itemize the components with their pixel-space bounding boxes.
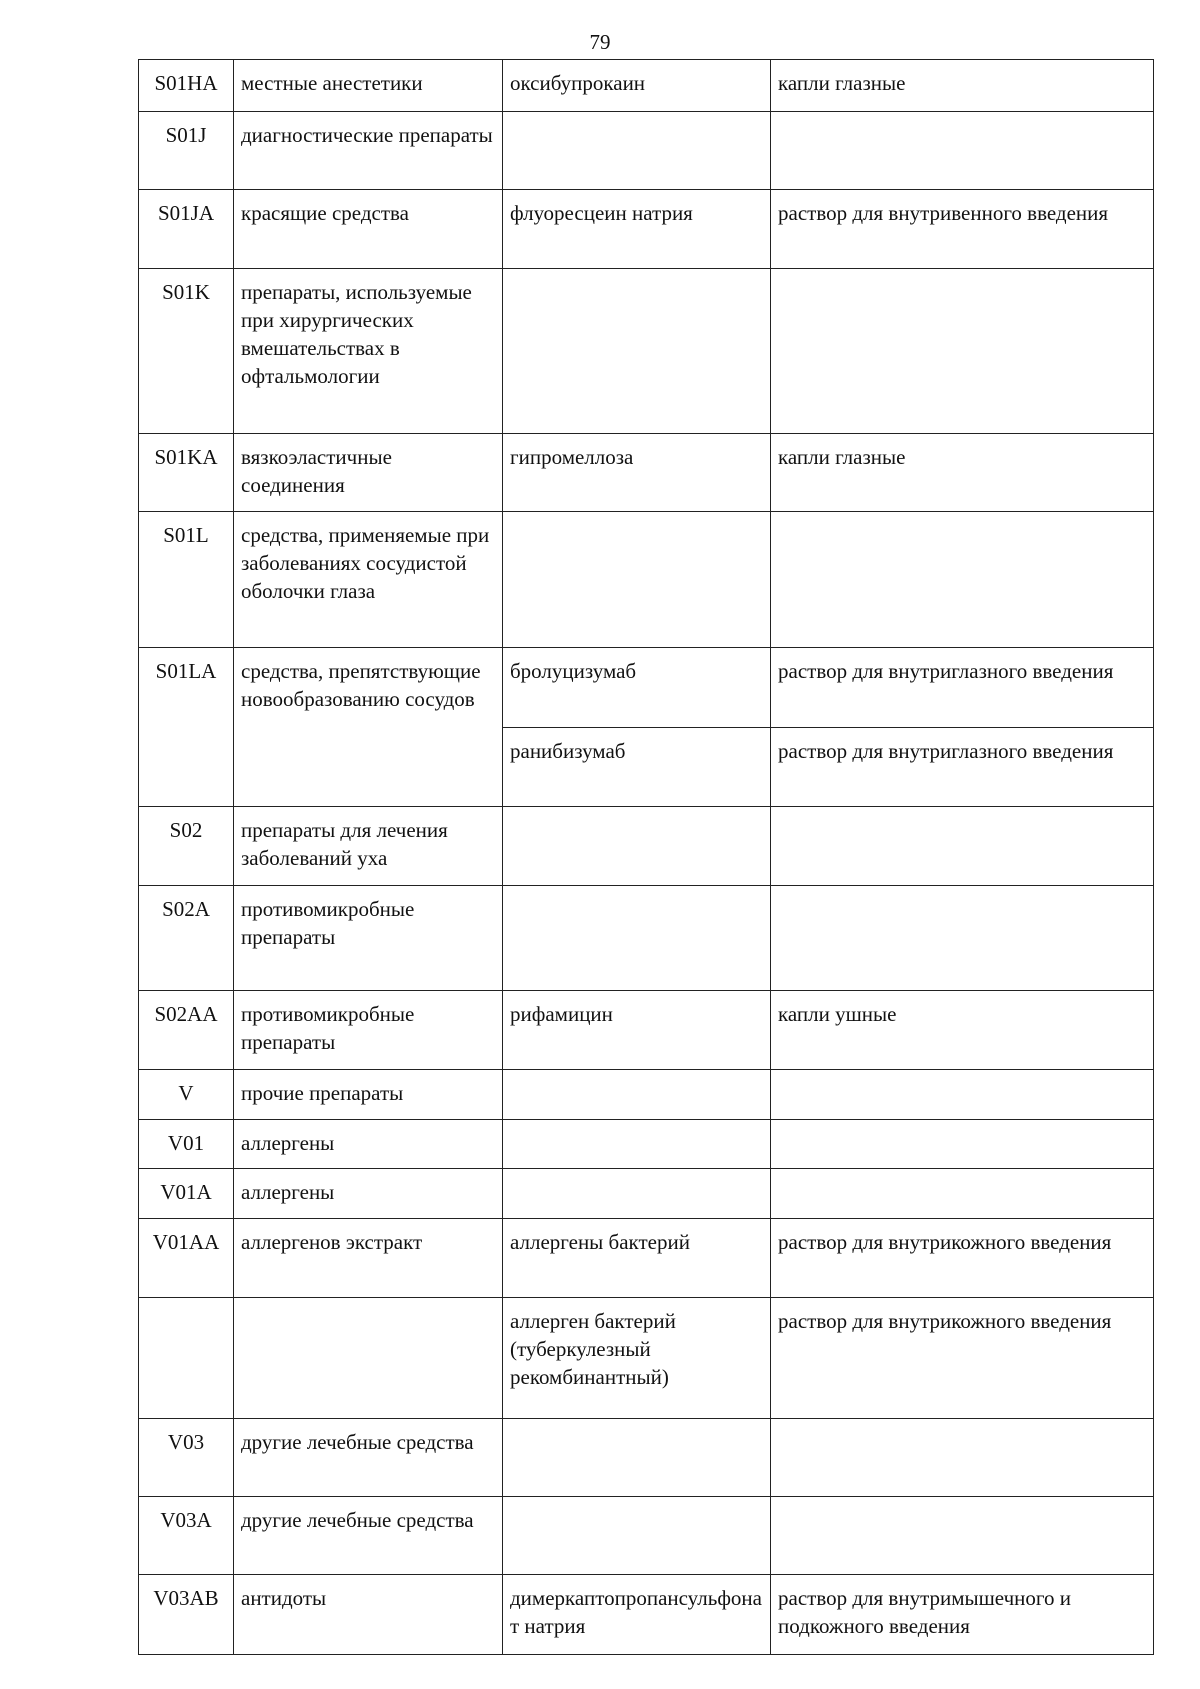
dosage-form: капли ушные bbox=[771, 991, 1154, 1070]
dosage-form: капли глазные bbox=[771, 434, 1154, 512]
drug-name bbox=[503, 112, 771, 190]
table-row bbox=[139, 60, 1154, 112]
drug-name bbox=[503, 512, 771, 648]
table-row bbox=[139, 512, 1154, 648]
dosage-form bbox=[771, 1120, 1154, 1169]
drug-name: ранибизумаб bbox=[503, 728, 771, 807]
table-row bbox=[139, 112, 1154, 190]
drug-name: димеркаптопропансульфонат натрия bbox=[503, 1575, 771, 1655]
table-row bbox=[139, 269, 1154, 434]
group-name: аллергены bbox=[234, 1169, 503, 1219]
drug-name: аллерген бактерий (туберкулезный рекомбинантный) bbox=[503, 1298, 771, 1419]
group-name: красящие средства bbox=[234, 190, 503, 269]
dosage-form bbox=[771, 512, 1154, 648]
dosage-form bbox=[771, 1070, 1154, 1120]
dosage-form: раствор для внутрикожного введения bbox=[771, 1219, 1154, 1298]
table-row bbox=[139, 434, 1154, 512]
group-name: противомикробные препараты bbox=[234, 886, 503, 991]
drug-name: оксибупрокаин bbox=[503, 60, 771, 112]
dosage-form: раствор для внутримышечного и подкожного введения bbox=[771, 1575, 1154, 1655]
atc-code: V03 bbox=[139, 1419, 234, 1497]
drug-name bbox=[503, 269, 771, 434]
group-name: диагностические препараты bbox=[234, 112, 503, 190]
drug-name bbox=[503, 1419, 771, 1497]
group-name: противомикробные препараты bbox=[234, 991, 503, 1070]
table-row bbox=[139, 190, 1154, 269]
table-row bbox=[139, 886, 1154, 991]
drug-name: рифамицин bbox=[503, 991, 771, 1070]
group-name: аллергенов экстракт bbox=[234, 1219, 503, 1298]
atc-code: V01 bbox=[139, 1120, 234, 1169]
drug-name: бролуцизумаб bbox=[503, 648, 771, 728]
table-row bbox=[139, 1298, 1154, 1419]
atc-code: S02AA bbox=[139, 991, 234, 1070]
dosage-form bbox=[771, 1419, 1154, 1497]
atc-code: S01K bbox=[139, 269, 234, 434]
drug-name bbox=[503, 1497, 771, 1575]
dosage-form bbox=[771, 807, 1154, 886]
dosage-form: раствор для внутриглазного введения bbox=[771, 728, 1154, 807]
table-row bbox=[139, 1120, 1154, 1169]
table-row bbox=[139, 1575, 1154, 1655]
drug-table bbox=[138, 59, 1154, 1655]
atc-code: S01JA bbox=[139, 190, 234, 269]
atc-code: V03A bbox=[139, 1497, 234, 1575]
dosage-form bbox=[771, 1169, 1154, 1219]
group-name: антидоты bbox=[234, 1575, 503, 1655]
table-row bbox=[139, 1070, 1154, 1120]
atc-code: V bbox=[139, 1070, 234, 1120]
group-name: средства, применяемые при заболеваниях сосудистой оболочки глаза bbox=[234, 512, 503, 648]
atc-code: V01AA bbox=[139, 1219, 234, 1298]
group-name bbox=[234, 1298, 503, 1419]
group-name: местные анестетики bbox=[234, 60, 503, 112]
drug-name: гипромеллоза bbox=[503, 434, 771, 512]
table-row bbox=[139, 991, 1154, 1070]
table-row bbox=[139, 648, 1154, 728]
dosage-form: раствор для внутрикожного введения bbox=[771, 1298, 1154, 1419]
drug-name bbox=[503, 1070, 771, 1120]
drug-name: флуоресцеин натрия bbox=[503, 190, 771, 269]
atc-code bbox=[139, 1298, 234, 1419]
drug-name bbox=[503, 1169, 771, 1219]
table-row bbox=[139, 1419, 1154, 1497]
group-name: вязкоэластичные соединения bbox=[234, 434, 503, 512]
atc-code: S02A bbox=[139, 886, 234, 991]
table-row bbox=[139, 1497, 1154, 1575]
drug-name bbox=[503, 807, 771, 886]
atc-code: S02 bbox=[139, 807, 234, 886]
dosage-form: раствор для внутривенного введения bbox=[771, 190, 1154, 269]
group-name: средства, препятствующие новообразованию сосудов bbox=[234, 648, 503, 807]
group-name: другие лечебные средства bbox=[234, 1497, 503, 1575]
drug-name: аллергены бактерий bbox=[503, 1219, 771, 1298]
atc-code: S01KA bbox=[139, 434, 234, 512]
group-name: другие лечебные средства bbox=[234, 1419, 503, 1497]
dosage-form bbox=[771, 112, 1154, 190]
dosage-form: капли глазные bbox=[771, 60, 1154, 112]
group-name: препараты, используемые при хирургических вмешательствах в офтальмологии bbox=[234, 269, 503, 434]
group-name: препараты для лечения заболеваний уха bbox=[234, 807, 503, 886]
atc-code: V03AB bbox=[139, 1575, 234, 1655]
dosage-form bbox=[771, 269, 1154, 434]
dosage-form bbox=[771, 886, 1154, 991]
group-name: аллергены bbox=[234, 1120, 503, 1169]
dosage-form bbox=[771, 1497, 1154, 1575]
dosage-form: раствор для внутриглазного введения bbox=[771, 648, 1154, 728]
page-number: 79 bbox=[589, 30, 611, 54]
table-row bbox=[139, 1169, 1154, 1219]
drug-name bbox=[503, 1120, 771, 1169]
atc-code: S01LA bbox=[139, 648, 234, 807]
atc-code: S01J bbox=[139, 112, 234, 190]
atc-code: S01HA bbox=[139, 60, 234, 112]
atc-code: V01A bbox=[139, 1169, 234, 1219]
table-row bbox=[139, 1219, 1154, 1298]
drug-name bbox=[503, 886, 771, 991]
group-name: прочие препараты bbox=[234, 1070, 503, 1120]
table-row bbox=[139, 807, 1154, 886]
atc-code: S01L bbox=[139, 512, 234, 648]
